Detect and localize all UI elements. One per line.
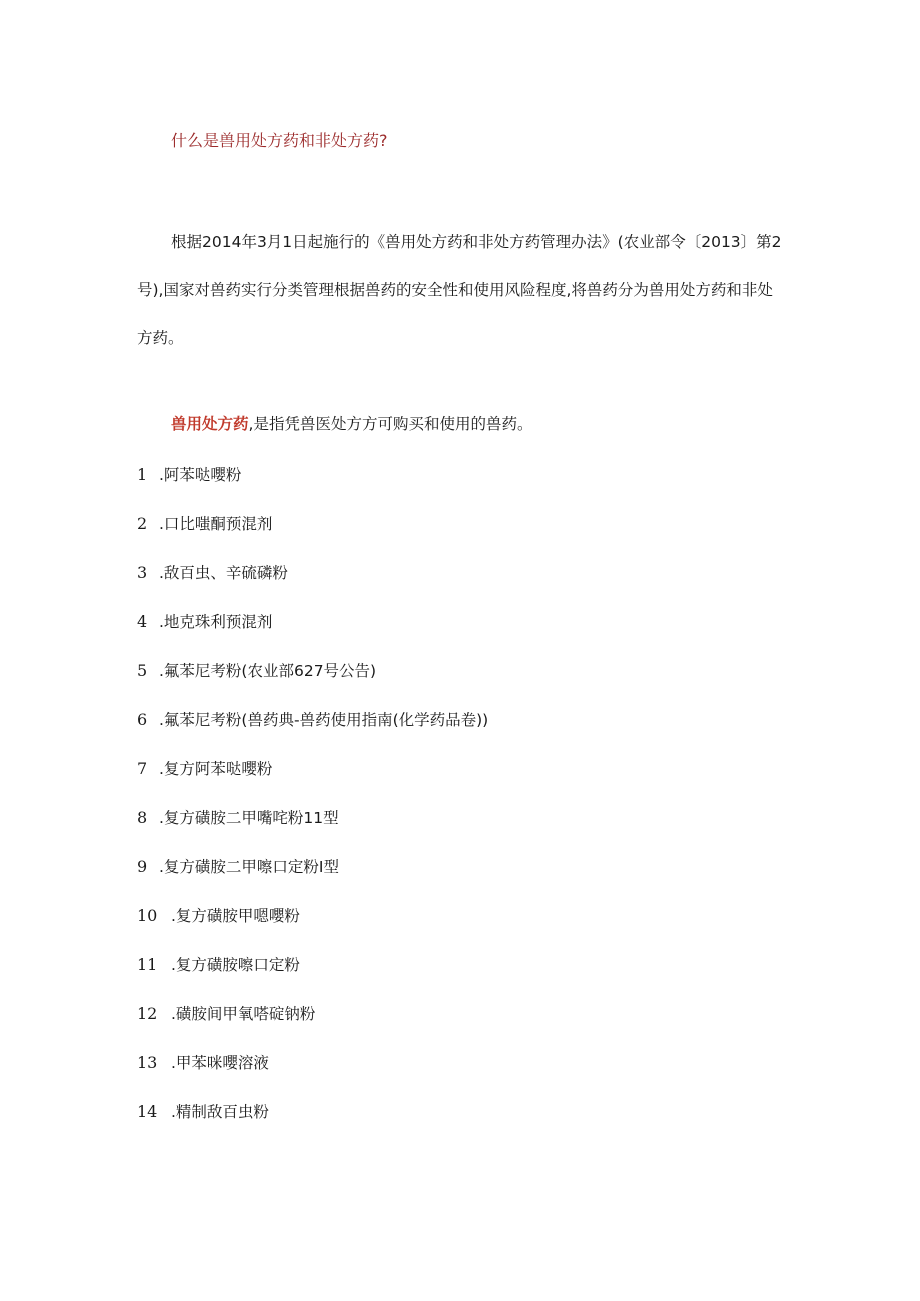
list-item-name: .氟苯尼考粉(兽药典-兽药使用指南(化学药品卷)) — [159, 711, 489, 729]
list-item-number: 11 — [137, 955, 158, 974]
list-item-number: 1 — [137, 465, 148, 484]
list-item-number: 5 — [137, 661, 148, 680]
list-item-name: .甲苯咪嚶溶液 — [171, 1054, 269, 1072]
list-item-name: .阿苯哒嚶粉 — [159, 466, 242, 484]
list-item — [137, 954, 488, 1003]
list-item-number: 7 — [137, 759, 148, 778]
list-item — [137, 758, 488, 807]
definition-text: ,是指凭兽医处方方可购买和使用的兽药。 — [248, 415, 533, 433]
list-item — [137, 562, 488, 611]
definition-term: 兽用处方药 — [171, 415, 249, 433]
list-item — [137, 464, 488, 513]
list-item — [137, 660, 488, 709]
list-item-name: .复方磺胺二甲嘴咤粉11型 — [159, 809, 339, 827]
list-item — [137, 513, 488, 562]
intro-paragraph: 根据2014年3月1日起施行的《兽用处方药和非处方药管理办法》(农业部令〔2013〕第2号),国家对兽药实行分类管理根据兽药的安全性和使用风险程度,将兽药分为兽用处方药和非处方药。 — [137, 233, 782, 347]
list-item-number: 4 — [137, 612, 148, 631]
definition-paragraph — [171, 412, 532, 434]
list-item-name: .复方磺胺二甲嚓口定粉I型 — [159, 858, 339, 876]
list-item-number: 2 — [137, 514, 148, 533]
list-item — [137, 611, 488, 660]
list-item — [137, 709, 488, 758]
list-item-name: .地克珠利预混剂 — [159, 613, 273, 631]
list-item — [137, 856, 488, 905]
list-item-number: 12 — [137, 1004, 158, 1023]
list-item-name: .复方磺胺嚓口定粉 — [171, 956, 300, 974]
list-item-number: 9 — [137, 857, 148, 876]
list-item-number: 3 — [137, 563, 148, 582]
list-item-number: 13 — [137, 1053, 158, 1072]
list-item-name: .复方阿苯哒嚶粉 — [159, 760, 273, 778]
list-item-name: .口比嗤酮预混剂 — [159, 515, 273, 533]
list-item-number: 10 — [137, 906, 158, 925]
list-item-name: .复方磺胺甲嗯嚶粉 — [171, 907, 300, 925]
list-item — [137, 807, 488, 856]
list-item — [137, 1052, 488, 1101]
list-item-name: .氟苯尼考粉(农业部627号公告) — [159, 662, 377, 680]
list-item-number: 14 — [137, 1102, 158, 1121]
list-item-name: .敌百虫、辛硫磷粉 — [159, 564, 288, 582]
list-item — [137, 1003, 488, 1052]
list-item-name: .磺胺间甲氧嗒碇钠粉 — [171, 1005, 316, 1023]
page-title: 什么是兽用处方药和非处方药? — [171, 131, 388, 150]
list-item — [137, 905, 488, 954]
list-item — [137, 1101, 488, 1150]
list-item-number: 6 — [137, 710, 148, 729]
list-item-number: 8 — [137, 808, 148, 827]
drug-list — [137, 464, 488, 1150]
list-item-name: .精制敌百虫粉 — [171, 1103, 269, 1121]
